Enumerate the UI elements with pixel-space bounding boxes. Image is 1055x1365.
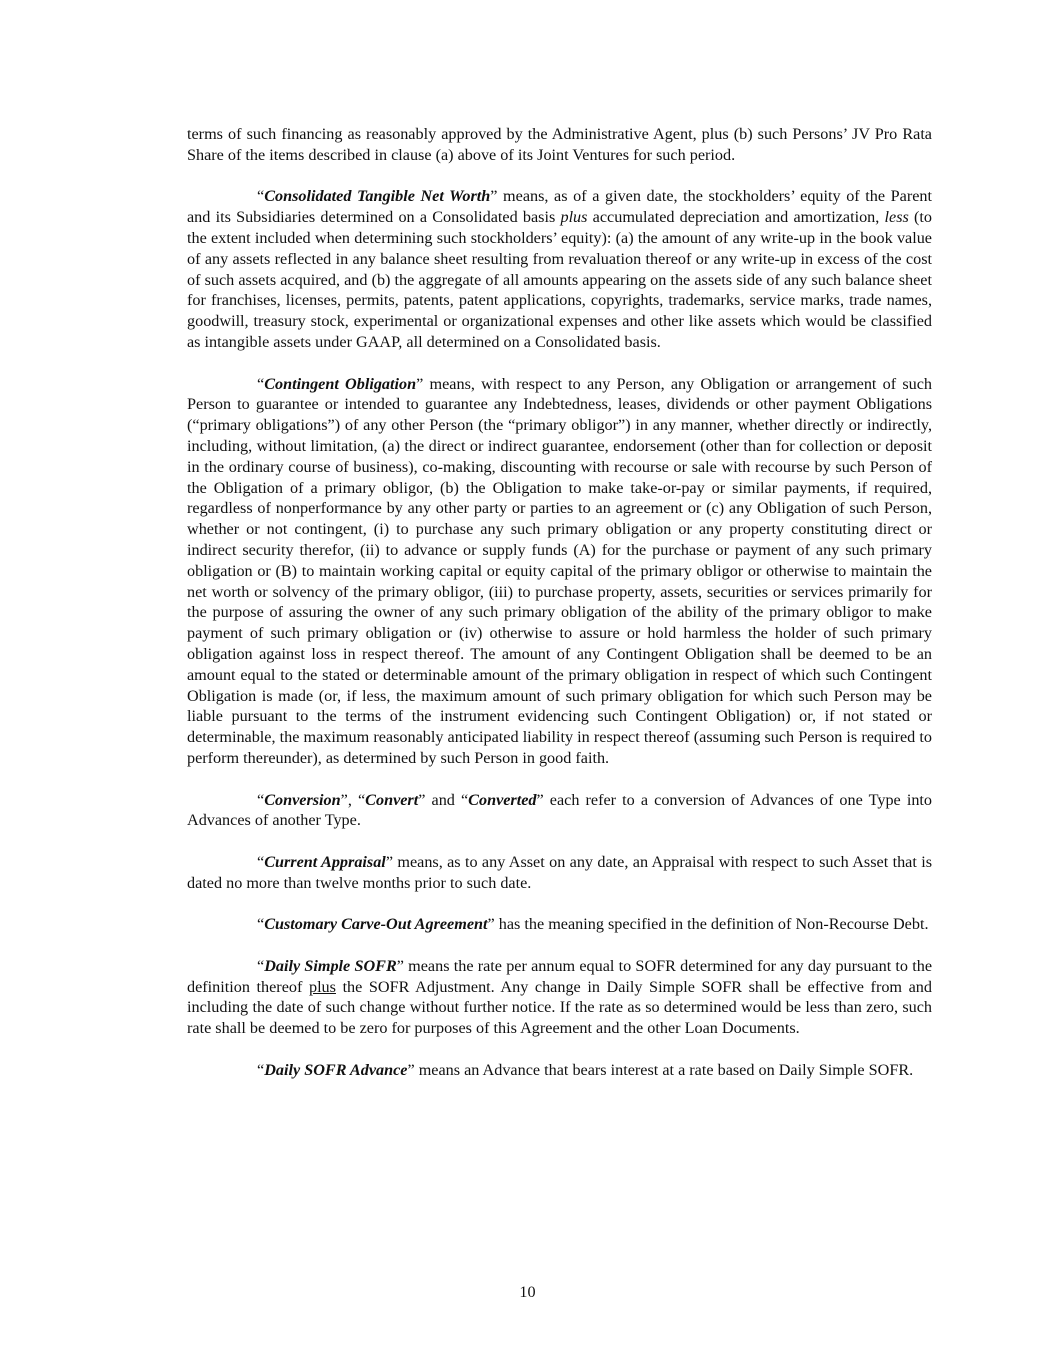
defined-term: Customary Carve-Out Agreement [264, 915, 488, 934]
definition-text: ”, “ [340, 790, 366, 809]
underlined-word: plus [308, 977, 336, 996]
open-quote: “ [257, 790, 265, 809]
definition-text: ” means the rate per annum equal to SOFR determined for any day pursuant to the definition thereof [187, 956, 933, 996]
defined-term: Daily Simple SOFR [264, 956, 397, 975]
defined-term: Converted [468, 790, 537, 809]
paragraph-continuation [187, 124, 932, 166]
paragraph-text: terms of such financing as reasonably approved by the Administrative Agent, plus (b) such Persons’ JV Pro Rata Share of the items described in clause (a) above of its Joint Ventures for such period. [187, 125, 932, 164]
italic-word: less [884, 208, 909, 227]
document-body [187, 124, 932, 1101]
definition-text: ” means, as to any Asset on any date, an Appraisal with respect to such Asset that is dated no more than twelve months prior to such date. [187, 852, 933, 892]
defined-term: Conversion [264, 790, 341, 809]
definition-daily-sofr-advance [187, 1060, 932, 1081]
page-number: 10 [519, 1283, 536, 1301]
definition-text: ” has the meaning specified in the definition of Non-Recourse Debt. [487, 915, 929, 934]
defined-term: Current Appraisal [264, 852, 386, 871]
italic-word: plus [560, 208, 588, 227]
definition-consolidated-tangible-net-worth [187, 186, 932, 352]
definition-current-appraisal [187, 852, 932, 894]
open-quote: “ [257, 852, 265, 871]
defined-term: Convert [365, 790, 419, 809]
definition-text: the SOFR Adjustment. Any change in Daily Simple SOFR shall be effective from and including the date of such change without further notice. If the rate as so determined would be less than zero, such rate shall be deemed to be zero for purposes of this Agreement and the other Loan Documents. [187, 977, 932, 1038]
definition-text: ” means, as of a given date, the stockholders’ equity of the Parent and its Subsidiaries determined on a Consolidated basis [187, 187, 933, 227]
defined-term: Daily SOFR Advance [264, 1060, 408, 1079]
open-quote: “ [257, 915, 265, 934]
defined-term: Contingent Obligation [264, 374, 417, 393]
open-quote: “ [257, 956, 265, 975]
definition-text: ” means, with respect to any Person, any Obligation or arrangement of such Person to guarantee or intended to guarantee any Indebtedness, leases, dividends or other payment Obligations (“primary obligations”) of any other Person (the “primary obligor”) in any manner, whether directly or indirectly, including, without limitation, (a) the direct or indirect guarantee, endorsement (other than for collection or deposit in the ordinary course of business), co-making, discounting with recourse or sale with recourse by such Person of the Obligation of a primary obligor, (b) the Obligation to make take-or-pay or similar payments, if required, regardless of nonperformance by any other party or parties to an agreement or (c) any Obligation of such Person, whether or not contingent, (i) to purchase any such primary obligation or any property constituting direct or indirect security therefor, (ii) to advance or supply funds (A) for the purchase or payment of any such primary obligation or (B) to maintain working capital or equity capital of the primary obligor or otherwise to maintain the net worth or solvency of the primary obligor, (iii) to purchase property, assets, securities or services primarily for the purpose of assuring the owner of any such primary obligation of the ability of the primary obligor to make payment of such primary obligation or (iv) otherwise to assure or hold harmless the holder of such primary obligation against loss in respect thereof. The amount of any Contingent Obligation shall be deemed to be an amount equal to the stated or determinable amount of the primary obligation in respect of which such Contingent Obligation is made (or, if less, the maximum amount of such primary obligation for which such Person may be liable pursuant to the terms of the instrument evidencing such Contingent Obligation) or, if not stated or determinable, the maximum reasonably anticipated liability in respect thereof (assuming such Person is required to perform thereunder), as determined by such Person in good faith. [187, 374, 932, 767]
definition-text: ” and “ [418, 790, 469, 809]
open-quote: “ [257, 1060, 265, 1079]
open-quote: “ [257, 374, 265, 393]
open-quote: “ [257, 187, 265, 206]
definition-text: ” means an Advance that bears interest at a rate based on Daily Simple SOFR. [407, 1060, 914, 1079]
definition-text: accumulated depreciation and amortization, [587, 208, 885, 227]
definition-conversion [187, 790, 932, 832]
definition-contingent-obligation [187, 374, 932, 769]
definition-daily-simple-sofr [187, 956, 932, 1039]
defined-term: Consolidated Tangible Net Worth [264, 187, 491, 206]
definition-text: ” each refer to a conversion of Advances of one Type into Advances of another Type. [187, 790, 933, 830]
definition-customary-carve-out-agreement [187, 914, 932, 935]
definition-text: (to the extent included when determining such stockholders’ equity): (a) the amount of any write-up in the book value of any assets reflected in any balance sheet resulting from revaluation thereof or any write-up in excess of the cost of such assets acquired, and (b) the aggregate of all amounts appearing on the assets side of any such balance sheet for franchises, licenses, permits, patents, patent applications, copyrights, trademarks, service marks, trade names, goodwill, treasury stock, experimental or organizational expenses and other like assets which would be classified as intangible assets under GAAP, all determined on a Consolidated basis. [187, 208, 933, 351]
